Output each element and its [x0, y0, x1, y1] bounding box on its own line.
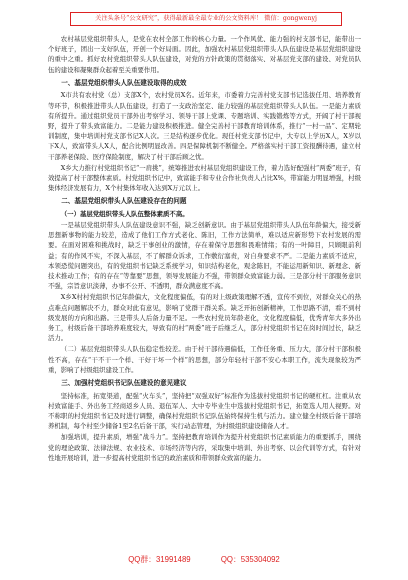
section2-paragraph: 一是基层党组织带头人队伍建设意识不强，缺乏创新意识。由于基层党组织带头人队伍年龄偏大，接受新思想新事物的能力较差，造成了他们工作方式老化、陈旧，工作方法简单，难以适应新形势下农村发展的需要。在面对困难和挑战时，缺乏干事创业的激情，存在着保守思想和畏难情绪；有的一叶障目，只顾眼前利益；有的作风不实，不深入基层，不了解群众诉求，工作敷衍塞责，对自身要求不严。二是能力素质不适应，本领恐慌问题突出，有的党组织书记缺乏系统学习，知识结构老化，观念陈旧，不能运用新知识、新理念、新技术推动工作；有的存在“等靠要”思想，领导发展能力不强，带领群众致富能力弱。三是部分村干部服务意识不强，宗旨意识淡薄，办事不公开、不透明，群众满意度不高。: [48, 221, 361, 291]
footer-qq-group: QQ群：31991489: [128, 555, 191, 564]
document-body: [48, 34, 361, 464]
header-banner-text: 关注头条号“公文研究”，获得最新最全最专业的公文资料库！ 微信：gongwenyj: [95, 15, 317, 22]
section1-paragraph: X乡大力推行村党组织书记“一肩挑”，统筹推进农村基层党组织建设工作，着力选好配强村“两委”班子，有效提高了村干部整体素质。村党组织书记中，致富能手和专业合作社负责人占比X%，带富能力明显增强，村级集体经济发展有力，X个村集体年收入达到X万元以上。: [48, 163, 361, 193]
footer-qq: QQ：535304092: [220, 555, 280, 564]
section3-paragraph: 加强培训，提升素质，增强“战斗力”。坚持把教育培训作为提升村党组织书记素质能力的重要抓手，围绕党的理论政策、法律法规、农业技术、市场经济等内容，采取集中培训、外出考察、以会代训等方式，有针对性地开展培训，进一步提高村党组织书记的政治素质和带领群众致富的能力。: [48, 433, 361, 462]
intro-paragraph: 农村基层党组织带头人，是党在农村全部工作的核心力量。一个作风优、能力强的村支部书记，能带出一个好班子，团出一支好队伍，开创一个好局面。因此，加强农村基层党组织带头人队伍建设是基层党组织建设的重中之重。抓好农村党组织带头人队伍建设，对党的方针政策的贯彻落实、对基层党支部的建设、对党员队伍的建设和凝聚群众起着至关重要作用。: [48, 35, 361, 74]
section1-heading: 一、基层党组织带头人队伍建设取得的成效: [61, 78, 187, 87]
section3-paragraph: 坚持标准，拓宽渠道，配强“火车头”，坚持把“双强双好”标准作为选拔村党组织书记的硬杠杠。注重从农村致富能手、外出务工经商返乡人员、退伍军人、大中专毕业生中选拔村党组织书记，拓宽选人用人视野。对不称职的村党组织书记及时进行调整，确保村党组织书记队伍始终保持生机与活力。建立健全村级后备干部培养机制，每个村至少储备1至2名后备干部，实行动态管理，为村级组织建设储备人才。: [48, 391, 361, 431]
section2-subtitle: （一）基层党组织带头人队伍整体素质不高。: [60, 209, 189, 218]
footer-contact: [0, 553, 408, 567]
section1-paragraph: X市共有农村党（总）支部X个，农村党员X名。近年来，市委着力完善村党支部书记选拔任用、培养教育等环节，积极推进带头人队伍建设，打造了一支政治坚定、能力较强的基层党组织带头人队伍。一是能力素质有所提升。通过组织党员干部外出考察学习、领导干部上党课、专题培训、实践锻炼等方式，开阔了村干部视野，提升了带头致富能力。二是能力建设积极推进。健全完善村干部教育培训体系，推行“一村一品”、定期轮训制度，集中培训村党支部书记X人次。三是结构逐步优化。现任村党支部书记中，大专以上学历X人，X岁以下X人，致富带头人X人，配合比例明显改善。四是保障机制不断健全。严格落实村干部工资报酬待遇，建立村干部养老保险、医疗保险制度，解决了村干部后顾之忧。: [48, 91, 361, 161]
header-banner: [70, 12, 342, 26]
section2-heading: 二、基层党组织带头人队伍建设存在的问题: [61, 197, 187, 206]
section2-paragraph: （二）基层党组织带头人队伍稳定性较差。由于村干部待遇偏低，工作任务重、压力大，部分村干部积极性不高，存在“干不干一个样、干好干坏一个样”的思想，部分年轻村干部不安心本职工作，流失现象较为严重，影响了村级组织建设工作。: [48, 345, 361, 374]
section3-heading: 三、加强村党组织书记队伍建设的意见建议: [61, 379, 187, 388]
section2-paragraph: X乡X村村党组织书记年龄偏大，文化程度偏低，有的对上级政策理解不透，宣传不到位，对群众关心的热点难点问题解决不力，群众对此有意见，影响了党群干群关系。缺乏开拓创新精神，工作思路不清，看不到村级发展的方向和出路。三是带头人后备力量不足。一些农村党员年龄老化，文化程度偏低，优秀青年大多外出务工，村级后备干部培养难度较大，导致有的村“两委”班子后继乏人，部分村党组织书记在岗时间过长，缺乏活力。: [48, 293, 361, 343]
